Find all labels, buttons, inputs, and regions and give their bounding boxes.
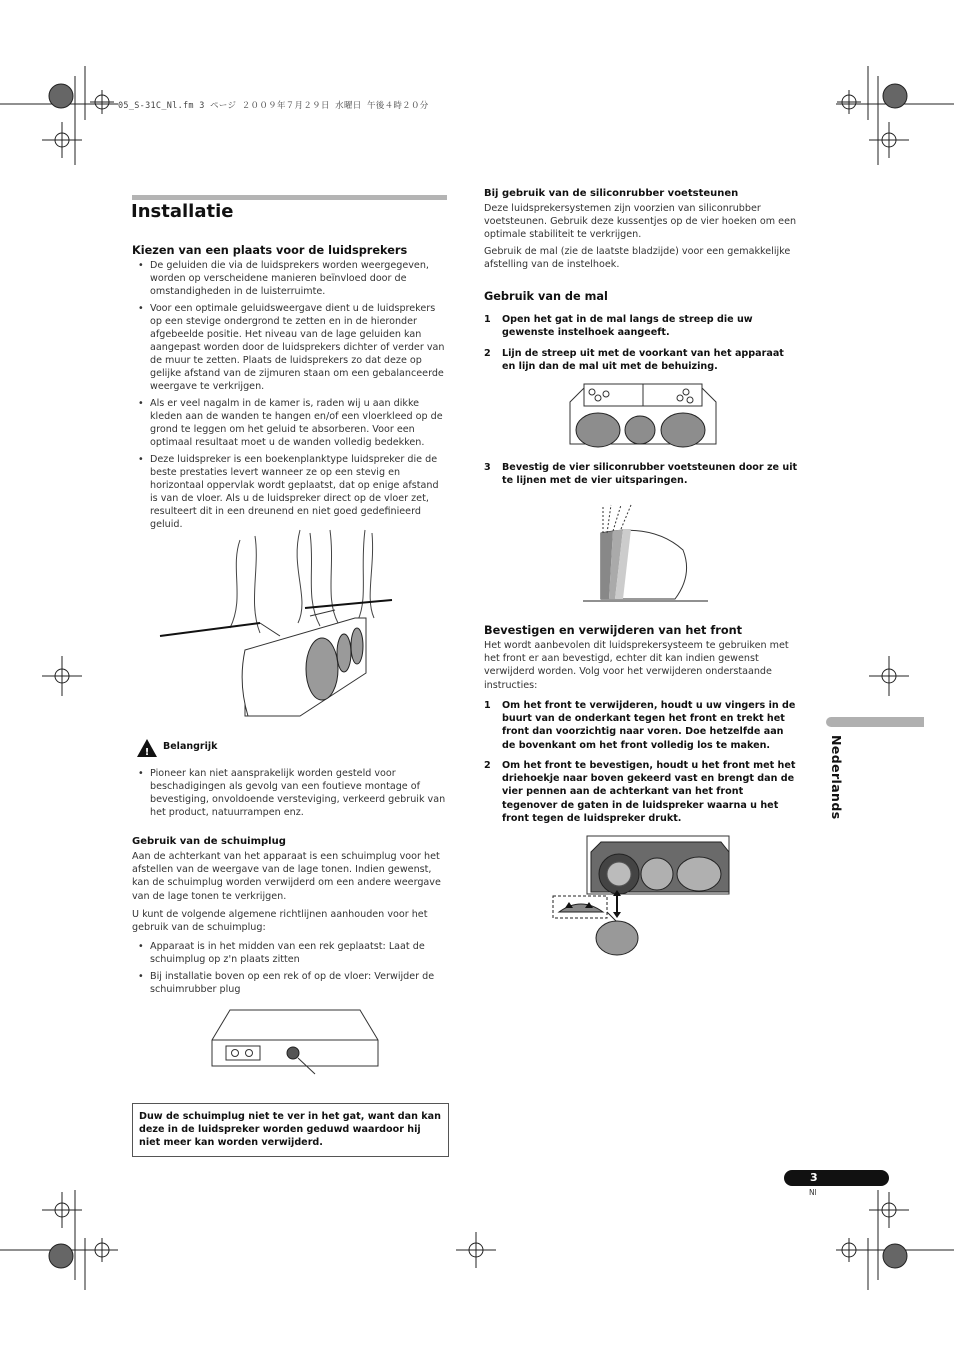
- rear-panel-illustration: [210, 1008, 380, 1078]
- page-number-pill: [784, 1170, 889, 1186]
- page-number: 3: [810, 1171, 818, 1184]
- angle-side-illustration: [583, 505, 713, 605]
- section-heading-foamplug: Gebruik van de schuimplug: [132, 836, 286, 847]
- room-placement-illustration: [160, 528, 420, 728]
- section-heading-template: Gebruik van de mal: [484, 290, 608, 303]
- list-item: • De geluiden die via de luidsprekers worden weergegeven, worden op verscheidene manieren beïnvloed door de omstandigheden in de luisterruimte.: [132, 259, 448, 298]
- step-number: 2: [484, 348, 491, 359]
- list-item: • Pioneer kan niet aansprakelijk worden gesteld voor beschadigingen als gevolg van een foutieve montage of bevestiging, onvoldoende versteviging, verkeerd gebruik van het product, natuurrampen enz.: [132, 767, 448, 819]
- template-alignment-illustration: [568, 382, 718, 452]
- step-text: Om het front te verwijderen, houdt u uw vingers in de buurt van de onderkant tegen het front en trekt het front dan voorzichtig naar voren. Doe hetzelfde aan de bovenkant om het front volledig los te maken.: [502, 700, 796, 751]
- template-step-2: [484, 347, 800, 373]
- list-item: • Apparaat is in het midden van een rek geplaatst: Laat de schuimplug op z'n plaats zitten: [132, 940, 448, 966]
- file-info-header: 05_S-31C_Nl.fm 3 ページ ２００９年７月２９日 水曜日 午後４時２０分: [118, 101, 429, 111]
- feet-para-1: Deze luidsprekersystemen zijn voorzien van siliconrubber voetsteunen. Gebruik deze kussentjes op de vier hoeken om een optimale stabiliteit te verkrijgen.: [484, 203, 797, 241]
- template-step-3: [484, 461, 800, 487]
- language-tab-bar: [826, 717, 924, 727]
- warning-box: Duw de schuimplug niet te ver in het gat, want dan kan deze in de luidspreker worden geduwd waardoor hij niet meer kan worden verwijderd.: [132, 1103, 449, 1157]
- step-number: 1: [484, 314, 491, 325]
- warning-icon: [136, 738, 158, 758]
- language-label: Nederlands: [829, 735, 844, 820]
- foamplug-bullets: [132, 940, 448, 1000]
- section-heading-location: Kiezen van een plaats voor de luidsprekers: [132, 244, 408, 257]
- front-grille-illustration: [551, 834, 741, 964]
- list-item: • Als er veel nagalm in de kamer is, raden wij u aan dikke kleden aan de wanden te hangen en/of een vloerkleed op de grond te leggen om het geluid te absorberen. Voor een optimaal resultaat moet u de wanden volledig bedekken.: [132, 397, 448, 449]
- front-para: Het wordt aanbevolen dit luidsprekersysteem te gebruiken met het front er aan bevestigd, echter dit kan indien gewenst verwijderd worden. Volg voor het verwijderen onderstaande instructies:: [484, 640, 789, 691]
- step-number: 1: [484, 700, 491, 711]
- svg-text:!: !: [144, 747, 150, 758]
- front-step-1: [484, 699, 800, 752]
- step-text: Bevestig de vier siliconrubber voetsteunen door ze uit te lijnen met de vier uitsparingen.: [502, 462, 798, 487]
- important-bullets: [132, 767, 448, 823]
- section-heading-feet: Bij gebruik van de siliconrubber voetsteunen: [484, 188, 739, 199]
- template-step-1: [484, 313, 800, 339]
- list-item: • Voor een optimale geluidsweergave dient u de luidsprekers op een stevige ondergrond te zetten en in de hieronder afgebeelde positie. Het niveau van de lage geluiden kan aangepast worden door de luidsprekers dichter of verder van de muur te zetten. Plaats de luidsprekers zo dat deze op gelijke afstand van de zijmuren staan om een gebalanceerde weergave te verkrijgen.: [132, 302, 448, 393]
- foamplug-para-2: U kunt de volgende algemene richtlijnen aanhouden voor het gebruik van de schuimplug:: [132, 909, 428, 934]
- location-bullets: [132, 259, 448, 535]
- front-step-2: [484, 759, 800, 825]
- title-bar: [132, 195, 447, 200]
- section-heading-front: Bevestigen en verwijderen van het front: [484, 624, 743, 637]
- language-tab-label: [820, 735, 846, 825]
- foamplug-para-1: Aan de achterkant van het apparaat is een schuimplug voor het afstellen van de weergave van de lage tonen. Indien gewenst, kan de schuimplug worden verwijderd om een andere weergave van de lage tonen te verkrijgen.: [132, 851, 441, 902]
- step-text: Om het front te bevestigen, houdt u het front met het driehoekje naar boven gekeerd vast en brengt dan de vier pennen aan de achterkant van het front tegenover de gaten in de luidspreker waarna u het front tegen de luidspreker drukt.: [502, 760, 796, 824]
- page-title: Installatie: [131, 201, 234, 222]
- step-text: Lijn de streep uit met de voorkant van het apparaat en lijn dan de mal uit met de behuizing.: [502, 348, 784, 373]
- important-label: Belangrijk: [163, 741, 218, 752]
- step-text: Open het gat in de mal langs de streep die uw gewenste instelhoek aangeeft.: [502, 314, 753, 339]
- step-number: 3: [484, 462, 491, 473]
- feet-para-2: Gebruik de mal (zie de laatste bladzijde) voor een gemakkelijke afstelling van de instelhoek.: [484, 246, 791, 271]
- list-item: • Deze luidspreker is een boekenplanktype luidspreker die de beste prestaties levert wanneer ze op een stevig en horizontaal oppervlak wordt geplaatst, dat op enige afstand is van de vloer. Als u de luidspreker direct op de vloer zet, resulteert dit in een dreunend en niet goed gedefinieerd geluid.: [132, 453, 448, 531]
- page-language-code: Nl: [809, 1188, 817, 1197]
- step-number: 2: [484, 760, 491, 771]
- list-item: • Bij installatie boven op een rek of op de vloer: Verwijder de schuimrubber plug: [132, 970, 448, 996]
